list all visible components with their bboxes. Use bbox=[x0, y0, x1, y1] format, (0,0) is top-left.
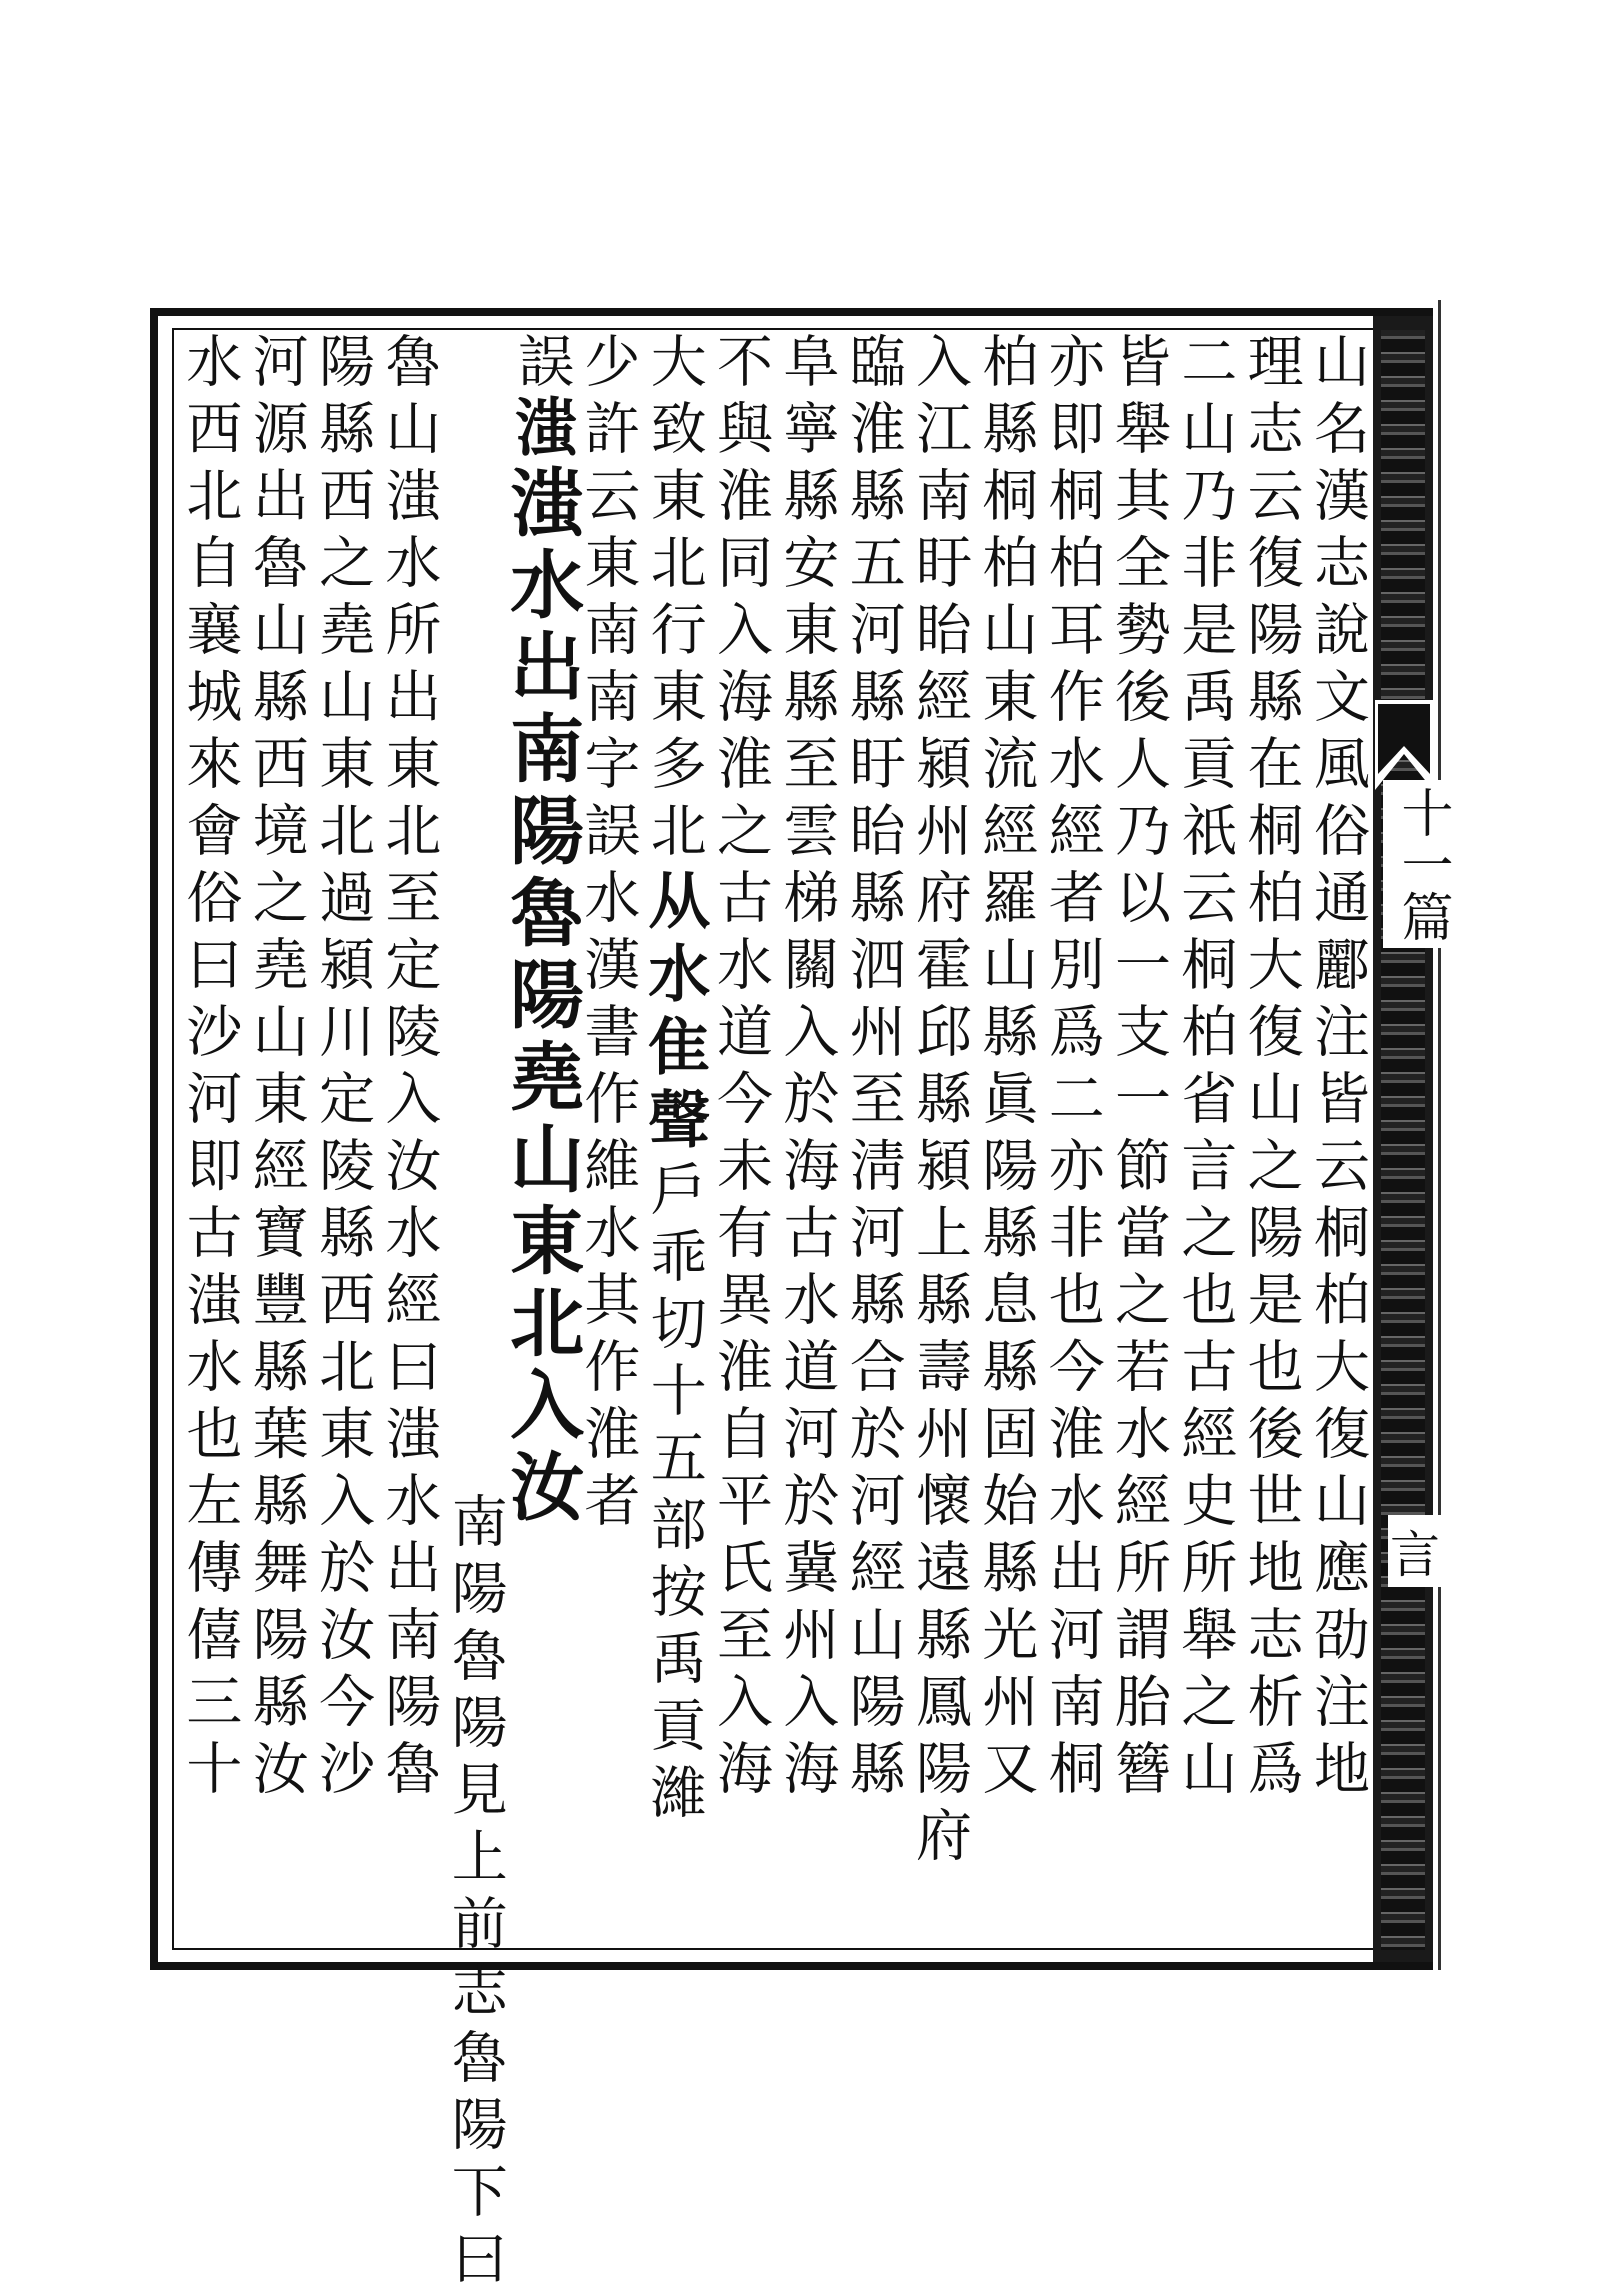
text-column bbox=[773, 332, 839, 1946]
column-text: 戶乖切十五部按禹貢濰 bbox=[641, 1160, 707, 1830]
text-column-mixed bbox=[637, 332, 711, 1946]
seal-script-glyph: 滍 bbox=[504, 394, 578, 466]
column-text: 亦即桐柏耳作水經者別爲二亦非也今淮水出河南桐 bbox=[1039, 332, 1105, 1806]
column-text: 陽縣西之堯山東北過潁川定陵縣西北東入於汝今沙 bbox=[310, 332, 376, 1806]
column-text: 水漢書作維水其作淮者 bbox=[575, 868, 641, 1538]
column-text: 二山乃非是禹貢祇云桐柏省言之也古經史所舉之山 bbox=[1172, 332, 1238, 1806]
headword-gloss: 从水隹聲 bbox=[637, 868, 711, 1160]
text-column bbox=[707, 332, 773, 1946]
column-text: 魯山滍水所出東北至定陵入汝水經曰滍水出南陽魯 bbox=[376, 332, 442, 1806]
column-text: 少許云東南南字誤 bbox=[575, 332, 641, 868]
entry-headword-column bbox=[498, 332, 585, 1946]
text-body bbox=[176, 332, 1370, 2296]
text-column bbox=[1038, 332, 1104, 1946]
column-text: 皆舉其全勢後人乃以一支一節當之若水經所謂胎簪 bbox=[1106, 332, 1172, 1806]
column-text: 誤 bbox=[509, 332, 575, 396]
column-text: 前志魯陽下曰 bbox=[442, 1894, 508, 2296]
text-column bbox=[1171, 332, 1237, 1946]
volume-label: 十一篇 bbox=[1383, 780, 1462, 948]
column-text: 不與淮同入海淮之古水道今未有異淮自平氏至入海 bbox=[708, 332, 774, 1806]
text-column bbox=[839, 332, 905, 1946]
text-column bbox=[176, 332, 242, 1946]
column-text: 水西北自襄城來會俗曰沙河即古滍水也左傳僖三十 bbox=[177, 332, 243, 1806]
text-column bbox=[972, 332, 1038, 1946]
column-text: 理志云復陽縣在桐柏大復山之陽是也後世地志析爲 bbox=[1238, 332, 1304, 1806]
column-text: 入江南盱眙經潁州府霍邱縣潁上縣壽州懷遠縣鳳陽府 bbox=[907, 332, 973, 1873]
column-text: 山名漢志說文風俗通酈注皆云桐柏大復山應劭注地 bbox=[1305, 332, 1370, 1806]
text-column bbox=[309, 332, 375, 1946]
column-text: 臨淮縣五河縣盱眙縣泗州至淸河縣合於河經山陽縣 bbox=[840, 332, 906, 1806]
text-column bbox=[1105, 332, 1171, 1946]
text-column bbox=[242, 332, 308, 1946]
text-column bbox=[375, 332, 441, 1946]
headword-definition: 滍水出南陽魯陽堯山東北入汝 bbox=[498, 464, 585, 1530]
page-edge bbox=[1438, 300, 1471, 1970]
text-column-mixed bbox=[574, 332, 640, 1946]
gutter-mark: 言 bbox=[1388, 1515, 1442, 1587]
text-column bbox=[1304, 332, 1370, 1946]
gutter-pattern bbox=[1381, 330, 1425, 1950]
text-column bbox=[906, 332, 972, 1946]
text-column bbox=[1237, 332, 1303, 1946]
column-text: 大致東北行東多北 bbox=[641, 332, 707, 868]
column-text: 河源出魯山縣西境之堯山東經寶豐縣葉縣舞陽縣汝 bbox=[243, 332, 309, 1806]
column-text: 南陽魯陽見上 bbox=[442, 1492, 508, 1894]
column-text: 阜寧縣安東縣至雲梯關入於海古水道河於冀州入海 bbox=[774, 332, 840, 1806]
column-text: 柏縣桐柏山東流經羅山縣眞陽縣息縣固始縣光州又 bbox=[973, 332, 1039, 1806]
